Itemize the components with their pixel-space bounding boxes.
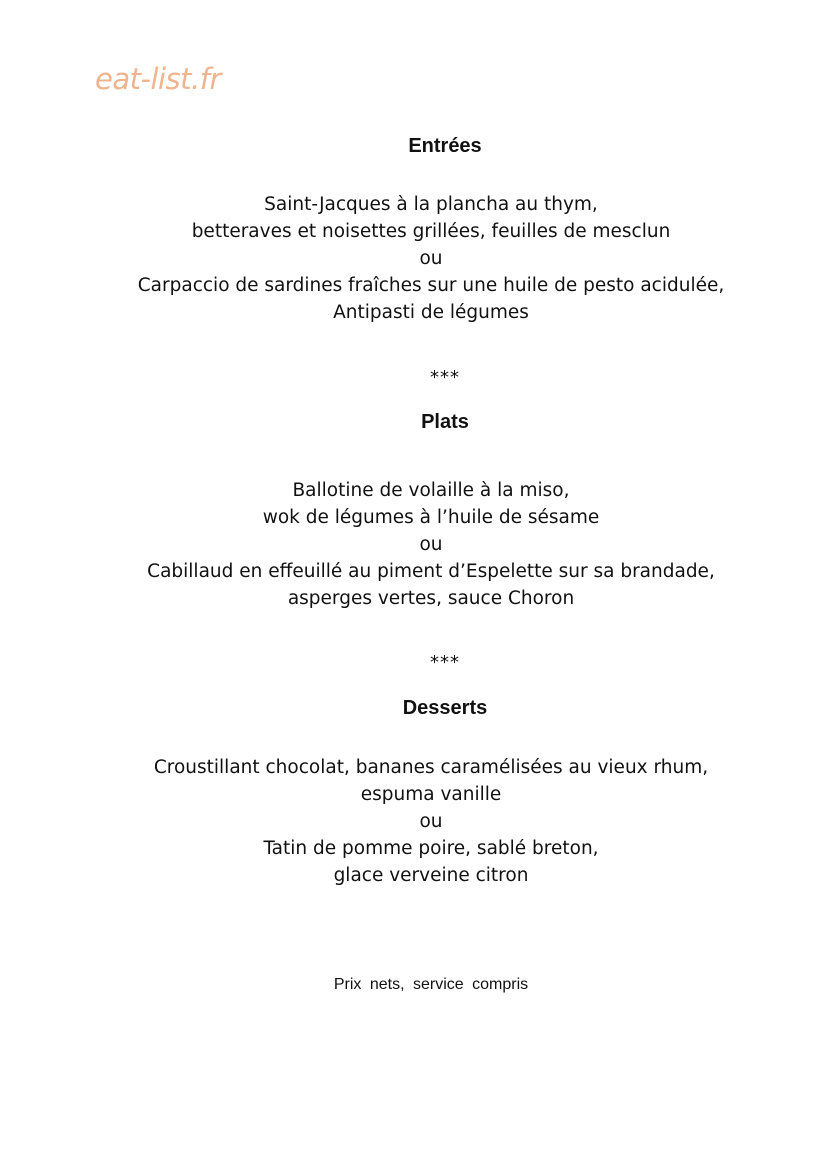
dish-line: Carpaccio de sardines fraîches sur une huile de pesto acidulée, (137, 275, 725, 296)
dish-line: Tatin de pomme poire, sablé breton, (263, 838, 599, 859)
or-separator: ou (419, 811, 443, 832)
section-title-desserts: Desserts (402, 697, 488, 719)
dish-line: Cabillaud en effeuillé au piment d’Espelette sur sa brandade, (147, 561, 715, 582)
dish-line: Croustillant chocolat, bananes caramélisées au vieux rhum, (153, 757, 709, 778)
section-entrees-dishes (0, 191, 827, 326)
dish-line: Saint-Jacques à la plancha au thym, (264, 194, 598, 215)
dish-line: Ballotine de volaille à la miso, (292, 480, 570, 501)
dish-line: espuma vanille (360, 784, 502, 805)
or-separator: ou (419, 534, 443, 555)
section-separator: *** (430, 652, 460, 673)
section-title-plats: Plats (421, 411, 469, 433)
section-title-entrees: Entrées (408, 135, 482, 157)
or-separator: ou (419, 248, 443, 269)
section-separator: *** (430, 367, 460, 388)
dish-line: glace verveine citron (333, 865, 529, 886)
watermark-logo: eat-list.fr (95, 62, 221, 96)
section-plats-dishes (0, 477, 827, 612)
dish-line: betteraves et noisettes grillées, feuilles de mesclun (191, 221, 671, 242)
dish-line: Antipasti de légumes (333, 302, 529, 323)
price-note: Prix nets, service compris (333, 976, 529, 993)
dish-line: asperges vertes, sauce Choron (287, 588, 575, 609)
dish-line: wok de légumes à l’huile de sésame (262, 507, 600, 528)
section-desserts-dishes (0, 754, 827, 889)
